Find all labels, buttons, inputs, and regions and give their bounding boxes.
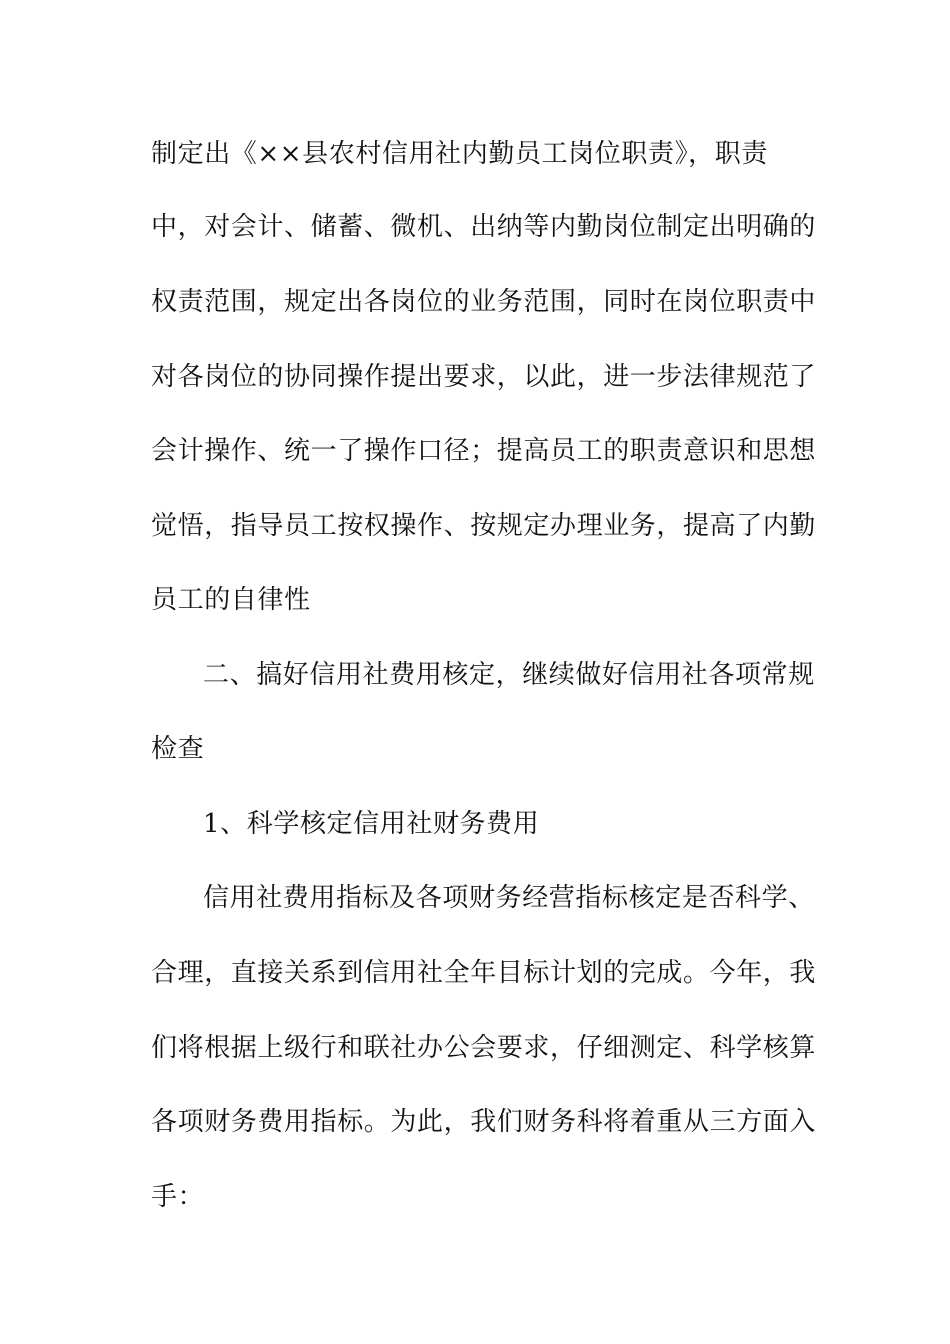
paragraph-line: 对各岗位的协同操作提出要求，以此，进一步法律规范了 (151, 362, 817, 392)
paragraph-line: 会计操作、统一了操作口径；提高员工的职责意识和思想 (151, 436, 817, 466)
paragraph-line: 觉悟，指导员工按权操作、按规定办理业务，提高了内勤 (151, 511, 817, 541)
paragraph-line: 手： (151, 1182, 205, 1212)
paragraph-line: 合理，直接关系到信用社全年目标计划的完成。今年，我 (151, 958, 817, 988)
paragraph-line: 各项财务费用指标。为此，我们财务科将着重从三方面入 (151, 1107, 817, 1137)
subsection-heading: 1、科学核定信用社财务费用 (203, 809, 540, 839)
section-heading-line: 二、搞好信用社费用核定，继续做好信用社各项常规 (203, 660, 815, 690)
section-heading-line: 检查 (151, 734, 205, 764)
paragraph-line: 们将根据上级行和联社办公会要求，仔细测定、科学核算 (151, 1033, 817, 1063)
paragraph-line: 制定出《××县农村信用社内勤员工岗位职责》，职责 (151, 139, 768, 169)
paragraph-line: 中，对会计、储蓄、微机、出纳等内勤岗位制定出明确的 (151, 212, 817, 242)
paragraph-line: 员工的自律性 (151, 585, 311, 615)
paragraph-line: 权责范围，规定出各岗位的业务范围，同时在岗位职责中 (151, 287, 817, 317)
paragraph-line: 信用社费用指标及各项财务经营指标核定是否科学、 (203, 883, 815, 913)
